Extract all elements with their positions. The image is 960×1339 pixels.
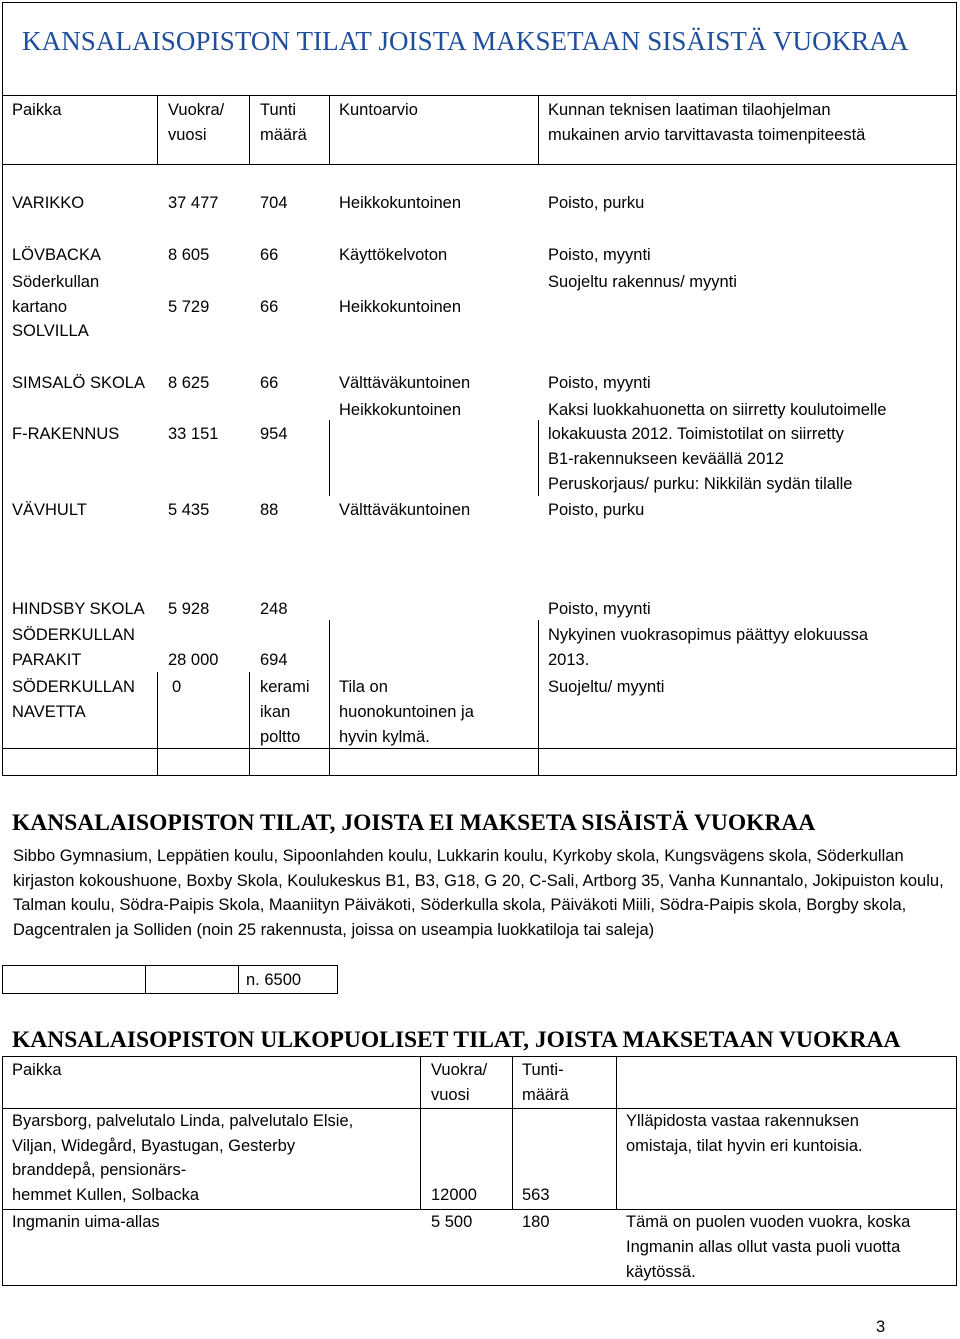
table-cell: Söderkullan (12, 273, 100, 291)
col-line (329, 620, 330, 776)
table-cell: Ingmanin allas ollut vasta puoli vuotta (626, 1238, 901, 1256)
table-cell: kartano (12, 298, 68, 316)
page-title: KANSALAISOPISTON TILAT JOISTA MAKSETAAN SISÄISTÄ VUOKRAA (22, 26, 909, 56)
table-cell: 704 (260, 194, 288, 212)
col-header-paikka: Paikka (12, 101, 62, 119)
col-line (145, 965, 146, 994)
table-line (2, 1285, 957, 1286)
table-cell: Käyttökelvoton (339, 246, 448, 264)
col-line (2, 965, 3, 994)
table-cell: 954 (260, 425, 288, 443)
table-cell: LÖVBACKA (12, 246, 101, 264)
col-line (157, 95, 158, 165)
table-line (2, 748, 957, 749)
col-line (337, 965, 338, 994)
table-cell: 28 000 (168, 651, 219, 669)
col-line (616, 1056, 617, 1209)
table-cell: Välttäväkuntoinen (339, 374, 471, 392)
table-cell: Suojeltu rakennus/ myynti (548, 273, 737, 291)
table-cell: Poisto, myynti (548, 374, 651, 392)
col-header-paikka: Paikka (12, 1061, 62, 1079)
table-cell: 5 729 (168, 298, 210, 316)
table-cell: Heikkokuntoinen (339, 401, 461, 419)
col-header-kunto: Kuntoarvio (339, 101, 418, 119)
table-cell: Poisto, purku (548, 501, 645, 519)
col-header-tunti: Tunti (260, 101, 297, 119)
table-line (2, 95, 957, 96)
table-cell: 66 (260, 374, 279, 392)
table-cell: Byarsborg, palvelutalo Linda, palvelutalo Elsie, (12, 1112, 354, 1130)
table-cell: Heikkokuntoinen (339, 194, 461, 212)
col-header-arvio: Kunnan teknisen laatiman tilaohjelman (548, 101, 831, 119)
col-header-vuokra: Vuokra/ (168, 101, 225, 119)
table-cell: SÖDERKULLAN (12, 678, 135, 696)
col-header-tunti: määrä (260, 126, 307, 144)
table-line (2, 164, 957, 165)
table-cell: NAVETTA (12, 703, 86, 721)
col-line (420, 1056, 421, 1209)
col-header-vuokra: Vuokra/ (431, 1061, 488, 1079)
frame-right (956, 1056, 957, 1286)
table-cell: 5 500 (431, 1213, 473, 1231)
section-title: KANSALAISOPISTON ULKOPUOLISET TILAT, JOISTA MAKSETAAN VUOKRAA (12, 1027, 901, 1053)
table-cell: käytössä. (626, 1263, 696, 1281)
table-cell: huonokuntoinen ja (339, 703, 474, 721)
table-cell: 5 435 (168, 501, 210, 519)
col-line (538, 420, 539, 496)
table-cell: SOLVILLA (12, 322, 89, 340)
table-cell: Heikkokuntoinen (339, 298, 461, 316)
table-cell: Kaksi luokkahuonetta on siirretty koulutoimelle (548, 401, 887, 419)
col-line (538, 95, 539, 165)
page-number: 3 (876, 1318, 886, 1336)
table-cell: hemmet Kullen, Solbacka (12, 1186, 200, 1204)
table-cell: Poisto, purku (548, 194, 645, 212)
col-header-vuokra: vuosi (431, 1086, 470, 1104)
col-line (249, 672, 250, 776)
frame-left (2, 1056, 3, 1286)
table-cell: VARIKKO (12, 194, 85, 212)
table-cell: PARAKIT (12, 651, 82, 669)
section-text: Sibbo Gymnasium, Leppätien koulu, Sipoonlahden koulu, Lukkarin koulu, Kyrkoby skola, Kungsvägens skola, Söderkullan kirjaston kokoushuone, Boxby Skola, Koulukeskus B1, B3, G18, G 20, C-Sali, Artborg 35, Vanha Kunnantalo, Jokipuiston koulu, Talman koulu, Södra-Paipis Skola, Maaniityn Päiväkoti, Söderkulla skola, Päiväkoti Miili, Södra-Paipis skola, Borgby skola, Dagcentralen ja Solliden (noin 25 rakennusta, joissa on useampia luokkatiloja tai saleja) (13, 847, 944, 939)
table-cell: Poisto, myynti (548, 600, 651, 618)
table-cell: lokakuusta 2012. Toimistotilat on siirretty (548, 425, 844, 443)
table-cell: branddepå, pensionärs- (12, 1161, 187, 1179)
col-header-tunti: Tunti- (522, 1061, 564, 1079)
table-cell: 37 477 (168, 194, 219, 212)
table-cell: F-RAKENNUS (12, 425, 120, 443)
col-line (238, 965, 239, 994)
col-line (538, 620, 539, 776)
table-line (2, 993, 338, 994)
table-cell: SÖDERKULLAN (12, 626, 135, 644)
table-cell: Peruskorjaus/ purku: Nikkilän sydän tilalle (548, 475, 853, 493)
table-cell: 66 (260, 246, 279, 264)
table-cell: 5 928 (168, 600, 210, 618)
hours-value: n. 6500 (246, 971, 302, 989)
col-header-tunti: määrä (522, 1086, 569, 1104)
table-cell: HINDSBY SKOLA (12, 600, 145, 618)
frame-right (956, 2, 957, 776)
col-line (157, 672, 158, 776)
col-header-vuokra: vuosi (168, 126, 207, 144)
col-header-arvio: mukainen arvio tarvittavasta toimenpiteestä (548, 126, 866, 144)
table-cell: ikan (260, 703, 291, 721)
table-cell: 563 (522, 1186, 550, 1204)
frame-top (2, 2, 957, 3)
section-title: KANSALAISOPISTON TILAT, JOISTA EI MAKSETA SISÄISTÄ VUOKRAA (12, 810, 816, 836)
table-cell: 66 (260, 298, 279, 316)
col-line (329, 420, 330, 496)
table-cell: Tämä on puolen vuoden vuokra, koska (626, 1213, 911, 1231)
table-cell: SIMSALÖ SKOLA (12, 374, 145, 392)
table-cell: B1-rakennukseen keväällä 2012 (548, 450, 784, 468)
table-cell: 12000 (431, 1186, 477, 1204)
table-cell: 8 605 (168, 246, 210, 264)
table-cell: 88 (260, 501, 279, 519)
table-cell: 0 (172, 678, 182, 696)
table-cell: 33 151 (168, 425, 219, 443)
table-cell: Suojeltu/ myynti (548, 678, 665, 696)
table-cell: Tila on (339, 678, 388, 696)
table-cell: omistaja, tilat hyvin eri kuntoisia. (626, 1137, 863, 1155)
table-cell: Poisto, myynti (548, 246, 651, 264)
table-cell: Välttäväkuntoinen (339, 501, 471, 519)
table-cell: 2013. (548, 651, 590, 669)
table-cell: 694 (260, 651, 288, 669)
frame-left (2, 2, 3, 776)
col-line (329, 95, 330, 165)
table-cell: Ylläpidosta vastaa rakennuksen (626, 1112, 859, 1130)
table-cell: 8 625 (168, 374, 210, 392)
table-line (2, 775, 957, 776)
table-cell: 248 (260, 600, 288, 618)
table-line (2, 965, 338, 966)
table-cell: VÄVHULT (12, 501, 87, 519)
table-cell: hyvin kylmä. (339, 728, 430, 746)
col-line (512, 1056, 513, 1209)
table-line (2, 1056, 957, 1057)
table-cell: Viljan, Widegård, Byastugan, Gesterby (12, 1137, 296, 1155)
table-cell: Nykyinen vuokrasopimus päättyy elokuussa (548, 626, 869, 644)
col-line (249, 95, 250, 165)
table-cell: poltto (260, 728, 301, 746)
table-cell: Ingmanin uima-allas (12, 1213, 160, 1231)
table-cell: 180 (522, 1213, 550, 1231)
table-cell: kerami (260, 678, 310, 696)
